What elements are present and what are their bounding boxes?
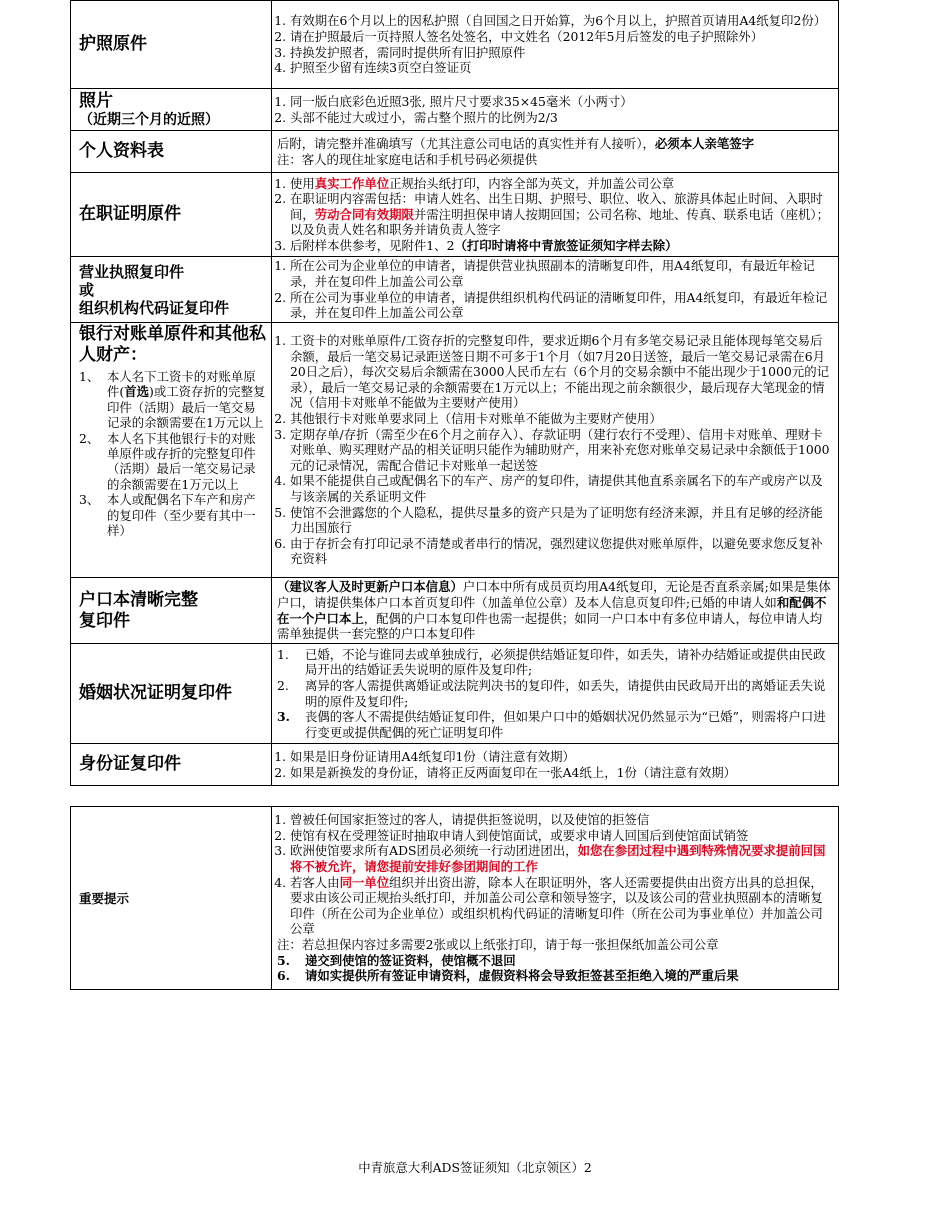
row-content [272,644,839,744]
list-item: 3. 欧洲使馆要求所有ADS团员必须统一行动团进团出，如您在参团过程中遇到特殊情况要求提前回国将不被允许，请您提前安排好参团期间的工作 [290,843,832,874]
list-item: 1. 使用真实工作单位正规抬头纸打印，内容全部为英文，并加盖公司公章 [290,176,832,192]
table-row [71,1,839,89]
row-content [272,323,839,578]
list-item: 2. 在职证明内容需包括：申请人姓名、出生日期、护照号、职位、收入、旅游具体起止时间、入职时间，劳动合同有效期限并需注明担保申请人按期回国；公司名称、地址、传真、联系电话（座机）；以及负责人姓名和职务并请负责人签字 [290,191,832,238]
table-row [71,744,839,786]
list-item: 1. 有效期在6个月以上的因私护照（自回国之日开始算，为6个月以上，护照首页请用A4纸复印2份） [290,13,832,29]
list-item: 1. 已婚，不论与谁同去或单独成行，必须提供结婚证复印件，如丢失，请补办结婚证或提供由民政局开出的结婚证丢失说明的原件及复印件; [277,646,826,678]
row-label: 在职证明原件 [71,173,272,257]
list-item: 1、 本人名下工资卡的对账单原件(首选)或工资存折的完整复印件（活期）最后一笔交易记录的余额需要在1万元以上 [79,369,266,431]
row-label: 户口本清晰完整 复印件 [71,578,272,644]
row-content: 后附，请完整并准确填写（尤其注意公司电话的真实性并有人接听），必须本人亲笔签字 注：客人的现住址家庭电话和手机号码必须提供 [272,131,839,173]
important-notes-table [70,806,839,990]
row-label: 营业执照复印件 或 组织机构代码证复印件 [71,257,272,323]
note-text: 注：若总担保内容过多需要2张或以上纸张打印，请于每一张担保纸加盖公司公章 [277,936,719,952]
list-item: 1. 如果是旧身份证请用A4纸复印1份（请注意有效期） [290,749,832,765]
row-label: 照片 （近期三个月的近照） [71,89,272,131]
list-item: 3. 定期存单/存折（需至少在6个月之前存入）、存款证明（建行农行不受理）、信用卡对账单、理财卡对账单、购买理财产品的相关证明只能作为辅助财产，用来补充您对账单交易记录中余额低于1000元的记录情况，需配合借记卡对账单一起送签 [290,427,832,474]
list-item: 1. 工资卡的对账单原件/工资存折的完整复印件，要求近期6个月有多笔交易记录且能体现每笔交易后余额，最后一笔交易记录距送签日期不可多于1个月（如7月20日送签，最后一笔交易记录需在6月20日之后），每次交易后余额需在3000人民币左右（6个月的交易余额中不能出现少于1000元的记录），最后一笔交易记录的余额需要在1万元以上；不能出现之前余额很少，最后现存大笔现金的情况（信用卡对账单不能做为主要财产使用） [290,333,832,411]
row-content [272,257,839,323]
table-row [71,257,839,323]
list-item: 2. 如果是新换发的身份证，请将正反两面复印在一张A4纸上，1份（请注意有效期） [290,765,832,781]
table-row [71,323,839,578]
table-row [71,644,839,744]
row-content [272,807,839,990]
row-content [272,1,839,89]
list-item: 2. 请在护照最后一页持照人签名处签名，中文姓名（2012年5月后签发的电子护照除外） [290,29,832,45]
list-item: 2. 使馆有权在受理签证时抽取申请人到使馆面试，或要求申请人回国后到使馆面试销签 [290,828,832,844]
list-item: 4. 若客人由同一单位组织并出资出游，除本人在职证明外，客人还需要提供由出资方出具的总担保，要求由该公司正规抬头纸打印，并加盖公司公章和领导签字，以及该公司的营业执照副本的清晰复印件（所在公司为企业单位）或组织机构代码证的清晰复印件（所在公司为事业单位）并加盖公司公章 [290,875,832,937]
table-row [71,131,839,173]
table-row [71,173,839,257]
table-row [71,89,839,131]
list-item: 1. 同一版白底彩色近照3张, 照片尺寸要求35×45毫米（小两寸） [290,94,832,110]
list-item: 3. 丧偶的客人不需提供结婚证复印件，但如果户口中的婚姻状况仍然显示为“已婚”，则需将户口进行变更或提供配偶的死亡证明复印件 [277,709,826,740]
requirements-table [70,0,839,786]
row-label: 银行对账单原件和其他私人财产： 1、 本人名下工资卡的对账单原件(首选)或工资存折的完整复印件（活期）最后一笔交易记录的余额需要在1万元以上 2、 本人名下其他银行卡的对账单原件或存折的完整复印件（活期）最后一笔交易记录的余额需要在1万元以上 3、 本人或配偶名下车产和房产的复印件（至少要有其中一样） [71,323,272,578]
row-content [272,744,839,786]
row-label: 重要提示 [71,807,272,990]
list-item: 5. 使馆不会泄露您的个人隐私，提供尽量多的资产只是为了证明您有经济来源，并且有足够的经济能力出国旅行 [290,505,832,536]
list-item: 5. 递交到使馆的签证资料，使馆概不退回 [277,952,516,968]
list-item: 4. 如果不能提供自己或配偶名下的车产、房产的复印件，请提供其他直系亲属名下的车产或房产以及与该亲属的关系证明文件 [290,473,832,504]
table-row [71,578,839,644]
list-item: 6. 由于存折会有打印记录不清楚或者串行的情况，强烈建议您提供对账单原件，以避免要求您反复补充资料 [290,536,832,567]
list-item: 2. 所在公司为事业单位的申请者，请提供组织机构代码证的清晰复印件，用A4纸复印，有最近年检记录，并在复印件上加盖公司公章 [290,290,832,321]
list-item: 2. 其他银行卡对账单要求同上（信用卡对账单不能做为主要财产使用） [290,411,832,427]
row-label: 个人资料表 [71,131,272,173]
list-item: 2、 本人名下其他银行卡的对账单原件或存折的完整复印件（活期）最后一笔交易记录的余额需要在1万元以上 [79,430,256,492]
list-item: 2. 离异的客人需提供离婚证或法院判决书的复印件，如丢失，请提供由民政局开出的离婚证丢失说明的原件及复印件; [277,677,826,709]
row-label: 护照原件 [71,1,272,89]
list-item: 1. 曾被任何国家拒签过的客人，请提供拒签说明，以及使馆的拒签信 [290,812,832,828]
page-footer: 中青旅意大利ADS签证须知（北京领区）2 [358,1160,592,1175]
row-label: 身份证复印件 [71,744,272,786]
list-item: 2. 头部不能过大或过小，需占整个照片的比例为2/3 [290,110,832,126]
row-content [272,89,839,131]
table-row [71,807,839,990]
list-item: 3、 本人或配偶名下车产和房产的复印件（至少要有其中一样） [79,492,256,539]
list-item: 1. 所在公司为企业单位的申请者，请提供营业执照副本的清晰复印件，用A4纸复印，有最近年检记录，并在复印件上加盖公司公章 [290,258,832,289]
row-content [272,173,839,257]
row-label: 婚姻状况证明复印件 [71,644,272,744]
row-content: （建议客人及时更新户口本信息）户口本中所有成员页均用A4纸复印，无论是否直系亲属;如果是集体户口，请提供集体户口本首页复印件（加盖单位公章）及本人信息页复印件;已婚的申请人如和配偶不在一个户口本上，配偶的户口本复印件也需一起提供；如同一户口本中有多位申请人，每位申请人均需单独提供一套完整的户口本复印件 [272,578,839,644]
list-item: 6. 请如实提供所有签证申请资料，虚假资料将会导致拒签甚至拒绝入境的严重后果 [277,968,739,984]
list-item: 4. 护照至少留有连续3页空白签证页 [290,60,832,76]
list-item: 3. 持换发护照者，需同时提供所有旧护照原件 [290,45,832,61]
list-item: 3. 后附样本供参考，见附件1、2（打印时请将中青旅签证须知字样去除） [290,238,832,254]
